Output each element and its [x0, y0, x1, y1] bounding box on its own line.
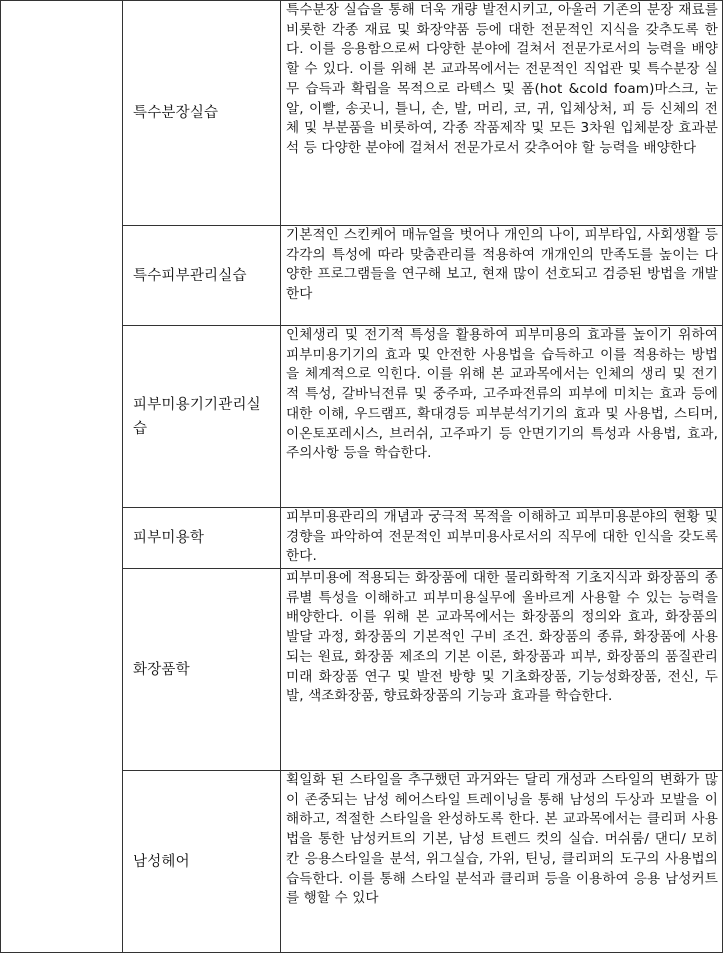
table-row — [1, 1, 723, 226]
description-cell — [281, 1, 723, 226]
description-cell — [281, 326, 723, 508]
subject-cell: 남성헤어 — [123, 771, 281, 953]
description-text: 획일화 된 스타일을 추구했던 과거와는 달리 개성과 스타일의 변화가 많이 존중되는 남성 헤어스타일 트레이닝을 통해 남성의 두상과 모발을 이해하고, 적절한 스타일을 완성하도록 한다. 본 교과목에서는 클리퍼 사용법을 통한 남성커트의 기본, 남성 트렌드 컷의 실습. 머쉬룸/ 댄디/ 모히칸 응용스타일을 분석, 위그실습, 가위, 틴닝, 클리퍼의 도구의 사용법의 습득한다. 이를 통해 스타일 분석과 클리퍼 등을 이용하여 응용 남성커트를 행할 수 있다 — [286, 772, 718, 907]
subject-cell: 특수피부관리실습 — [123, 226, 281, 326]
description-cell — [281, 508, 723, 569]
description-text: 기본적인 스킨케어 매뉴얼을 벗어나 개인의 나이, 피부타입, 사회생활 등 각각의 특성에 따라 맞춤관리를 적용하여 개개인의 만족도를 높이는 다양한 프로그램들을 연구해 보고, 현재 많이 선호되고 검증된 방법을 개발한다 — [286, 227, 718, 303]
subject-cell: 특수분장실습 — [123, 1, 281, 226]
subject-cell: 피부미용기기관리실습 — [123, 326, 281, 508]
blank-category-cell — [1, 1, 123, 953]
description-cell — [281, 771, 723, 953]
subject-cell: 화장품학 — [123, 569, 281, 771]
description-text: 특수분장 실습을 통해 더욱 개량 발전시키고, 아울러 기존의 분장 재료를 비롯한 각종 재료 및 화장약품 등에 대한 전문적인 지식을 갖추도록 한다. 이를 응용함으로써 다양한 분야에 걸쳐서 전문가로서의 능력을 배양할 수 있다. 이를 위해 본 교과목에서는 전문적인 직업관 및 특수분장 실무 습득과 확립을 목적으로 라텍스 및 폼(hot &cold foam)마스크, 눈알, 이빨, 송곳니, 틀니, 손, 발, 머리, 코, 귀, 입체상처, 피 등 신체의 전체 및 부분품을 비롯하여, 각종 작품제작 및 모든 3차원 입체분장 효과분석 등 다양한 분야에 걸쳐서 전문가로서 갖추어야 할 능력을 배양한다 — [286, 2, 718, 156]
subject-cell: 피부미용학 — [123, 508, 281, 569]
description-text: 피부미용관리의 개념과 궁극적 목적을 이해하고 피부미용분야의 현황 및 경향을 파악하여 전문적인 피부미용사로서의 직무에 대한 인식을 갖도록 한다. — [286, 509, 718, 565]
description-cell — [281, 569, 723, 771]
description-text: 인체생리 및 전기적 특성을 활용하여 피부미용의 효과를 높이기 위하여 피부미용기기의 효과 및 안전한 사용법을 습득하고 이를 적용하는 방법을 체계적으로 익힌다. 이를 위해 본 교과목에서는 인체의 생리 및 전기적 특성, 갈바닉전류 및 중주파, 고주파전류의 피부에 미치는 효과 등에 대한 이해, 우드램프, 확대경등 피부분석기기의 효과 및 사용법, 스티머, 이온토포레시스, 브러쉬, 고주파기 등 안면기기의 특성과 사용법, 효과, 주의사항 등을 학습한다. — [286, 327, 718, 462]
description-cell — [281, 226, 723, 326]
description-text: 피부미용에 적용되는 화장품에 대한 물리화학적 기초지식과 화장품의 종류별 특성을 이해하고 피부미용실무에 올바르게 사용할 수 있는 능력을 배양한다. 이를 위해 본 교과목에서는 화장품의 정의와 효과, 화장품의 발달 과정, 화장품의 기본적인 구비 조건. 화장품의 종류, 화장품에 사용되는 원료, 화장품 제조의 기본 이론, 화장품과 피부, 화장품의 품질관리 미래 화장품 연구 및 발전 방향 및 기초화장품, 기능성화장품, 전신, 두발, 색조화장품, 향료화장품의 기능과 효과를 학습한다. — [286, 570, 718, 705]
